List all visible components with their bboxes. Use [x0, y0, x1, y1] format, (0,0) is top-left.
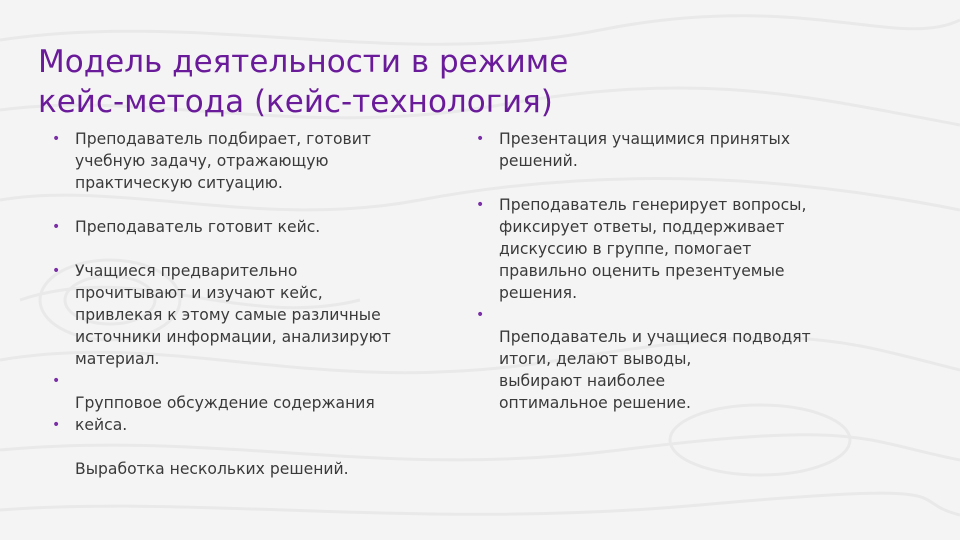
list-item [52, 128, 452, 194]
item-text: Преподаватель готовит кейс. [75, 218, 321, 236]
bullet-icon: • [52, 373, 61, 389]
item-text: решений. [499, 152, 578, 170]
item-text: Презентация учащимися принятых [499, 130, 791, 148]
item-text: оптимальное решение. [499, 394, 691, 412]
item-text: материал. [75, 350, 160, 368]
list-item [52, 458, 452, 480]
item-text: кейса. [75, 416, 128, 434]
item-text: решения. [499, 284, 578, 302]
list-item [476, 194, 896, 304]
item-text: Преподаватель генерирует вопросы, [499, 196, 807, 214]
item-text: прочитывают и изучают кейс, [75, 284, 323, 302]
list-item [52, 392, 452, 436]
left-column [52, 128, 452, 480]
bullet-icon: • [476, 197, 485, 213]
list-item [52, 370, 452, 392]
bullet-icon: • [52, 417, 61, 433]
item-text: практическую ситуацию. [75, 174, 283, 192]
bullet-icon: • [52, 263, 61, 279]
item-text: Групповое обсуждение содержания [75, 394, 375, 412]
item-text: Учащиеся предварительно [75, 262, 298, 280]
right-column [476, 128, 896, 414]
item-text: правильно оценить презентуемые [499, 262, 785, 280]
item-text: Выработка нескольких решений. [75, 460, 349, 478]
list-item [476, 326, 896, 414]
title-line-1: Модель деятельности в режиме [38, 44, 569, 80]
item-text: привлекая к этому самые различные [75, 306, 381, 324]
item-text: Преподаватель и учащиеся подводят [499, 328, 811, 346]
list-item [476, 128, 896, 172]
list-item [476, 304, 896, 326]
item-text: фиксирует ответы, поддерживает [499, 218, 785, 236]
bullet-icon: • [52, 131, 61, 147]
item-text: дискуссию в группе, помогает [499, 240, 752, 258]
item-text: учебную задачу, отражающую [75, 152, 329, 170]
list-item [52, 260, 452, 370]
item-text: источники информации, анализируют [75, 328, 391, 346]
title-line-2: кейс-метода (кейс-технология) [38, 84, 553, 120]
bullet-icon: • [52, 219, 61, 235]
list-item [52, 216, 452, 238]
bullet-icon: • [476, 307, 485, 323]
item-text: выбирают наиболее [499, 372, 666, 390]
bullet-icon: • [476, 131, 485, 147]
item-text: итоги, делают выводы, [499, 350, 692, 368]
item-text: Преподаватель подбирает, готовит [75, 130, 371, 148]
slide-title [38, 42, 918, 122]
